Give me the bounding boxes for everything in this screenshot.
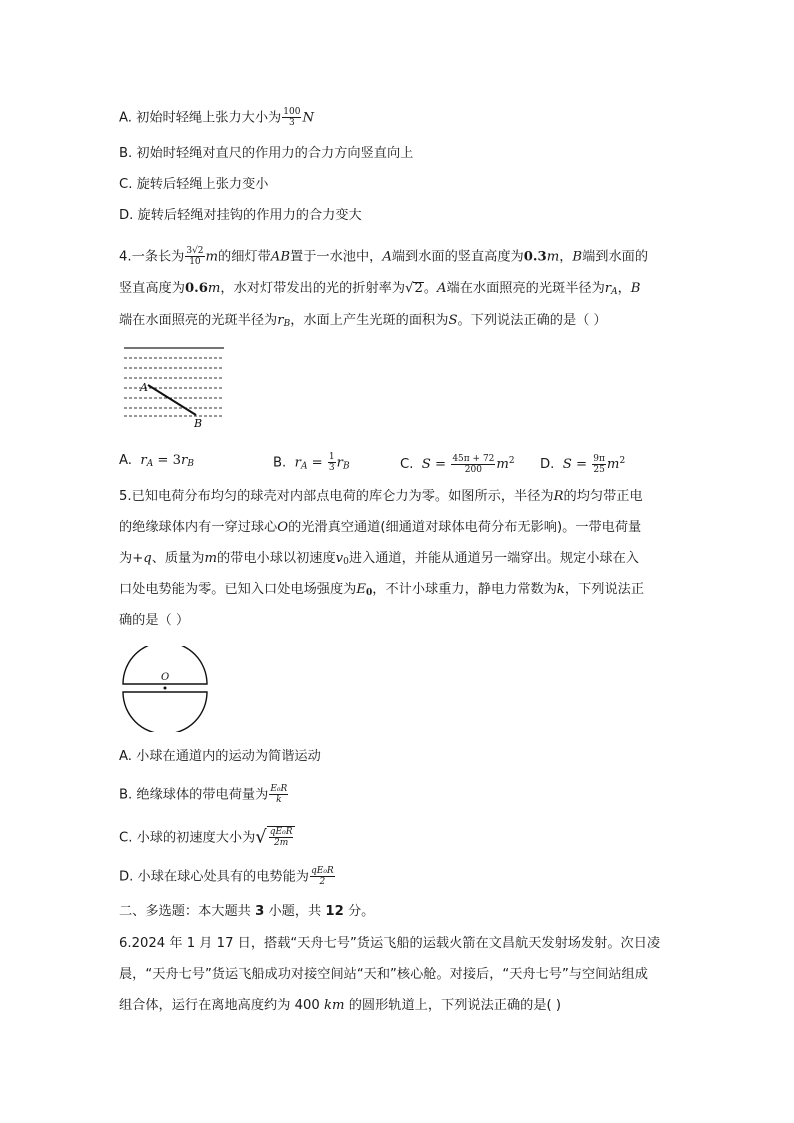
q5-option-d: D. 小球在球心处具有的电势能为 $\frac{\text{qE₀R}}{2}$ — [119, 866, 334, 887]
light-strip-ab — [148, 385, 196, 415]
fraction: $\frac{100}{3}$ — [283, 107, 301, 128]
q4-line-3: 端在水面照亮的光斑半径为$r_B$，水面上产生光斑的面积为S。下列说法正确的是（ ） — [119, 313, 607, 329]
label-b: B — [194, 417, 203, 429]
fraction: $\frac{9\pi}{25}$ — [593, 453, 605, 475]
q4-option-c: C. S = $\frac{45\pi + 72}{200}$ $m^2$ — [400, 453, 515, 475]
section-heading-multiple-choice: 二、多选题：本大题共 3 小题，共 12 分。 — [119, 904, 375, 919]
q5-line-1: 5.已知电荷分布均匀的球壳对内部点电荷的库仑力为零。如图所示，半径为R的均匀带正电 — [119, 489, 643, 504]
q6-line-2: 晨，“天舟七号”货运飞船成功对接空间站“天和”核心舱。对接后，“天舟七号”与空间站组成 — [119, 967, 648, 982]
label-o: O — [161, 672, 170, 683]
q6-line-1: 6.2024 年 1 月 17 日，搭载“天舟七号”货运飞船的运载火箭在文昌航天发射场发射。次日凌 — [119, 936, 661, 951]
fraction: $\frac{1}{3}$ — [328, 452, 335, 473]
q4-option-d: D. S = $\frac{9\pi}{25}$ $m^2$ — [540, 453, 626, 475]
q3-option-a: A. 初始时轻绳上张力大小为 $\frac{100}{3}$ N — [119, 107, 314, 128]
water-dashes — [124, 358, 224, 416]
q5-line-5: 确的是（ ） — [119, 613, 190, 628]
q5-sphere-figure — [119, 646, 211, 732]
sphere-lower-half — [123, 692, 207, 732]
q4-line-2: 竖直高度为0.6m，水对灯带发出的光的折射率为√2。A端在水面照亮的光斑半径为$r_A$，B — [119, 281, 641, 297]
q5-line-4: 口处电势能为零。已知入口处电场强度为$E_0$，不计小球重力，静电力常数为k，下列说法正 — [119, 582, 645, 598]
q5-option-a: A. 小球在通道内的运动为简谐运动 — [119, 749, 321, 764]
q4-option-b: B. $r_A$ = $\frac{1}{3}$ $r_B$ — [273, 452, 350, 473]
fraction: $\frac{\text{E₀R}}{k}$ — [270, 784, 288, 805]
q5-option-c: C. 小球的初速度大小为√ $\frac{\text{qE₀R}}{2m}$ — [119, 826, 295, 848]
q5-option-b: B. 绝缘球体的带电荷量为 $\frac{\text{E₀R}}{k}$ — [119, 784, 288, 805]
q6-line-3: 组合体，运行在离地高度约为 400 km 的圆形轨道上，下列说法正确的是( ) — [119, 998, 561, 1013]
q5-line-3: 为+q、质量为m的带电小球以初速度$v_0$进入通道，并能从通道另一端穿出。规定小球在入 — [119, 551, 639, 567]
q4-line-1: 4.一条长为 $\frac{3√2}{10}$ m的细灯带AB置于一水池中，A端到水面的竖直高度为0.3m，B端到水面的 — [119, 246, 649, 267]
center-point — [164, 687, 167, 690]
q4-pool-figure — [120, 343, 232, 429]
q3-option-c: C. 旋转后轻绳上张力变小 — [119, 177, 269, 192]
q3-option-d: D. 旋转后轻绳对挂钩的作用力的合力变大 — [119, 208, 362, 223]
label-a: A — [140, 381, 148, 394]
fraction: $\frac{3√2}{10}$ — [186, 246, 204, 267]
fraction: $\frac{\text{qE₀R}}{2m}$ — [269, 827, 293, 848]
q3-option-b: B. 初始时轻绳对直尺的作用力的合力方向竖直向上 — [119, 146, 414, 161]
q5-line-2: 的绝缘球体内有一穿过球心O的光滑真空通道(细通道对球体电荷分布无影响)。一带电荷量 — [119, 520, 642, 535]
fraction: $\frac{\text{qE₀R}}{2}$ — [310, 866, 334, 887]
fraction: $\frac{45\pi + 72}{200}$ — [452, 453, 495, 475]
q4-option-a: A. $r_A = 3r_B$ — [119, 453, 194, 469]
